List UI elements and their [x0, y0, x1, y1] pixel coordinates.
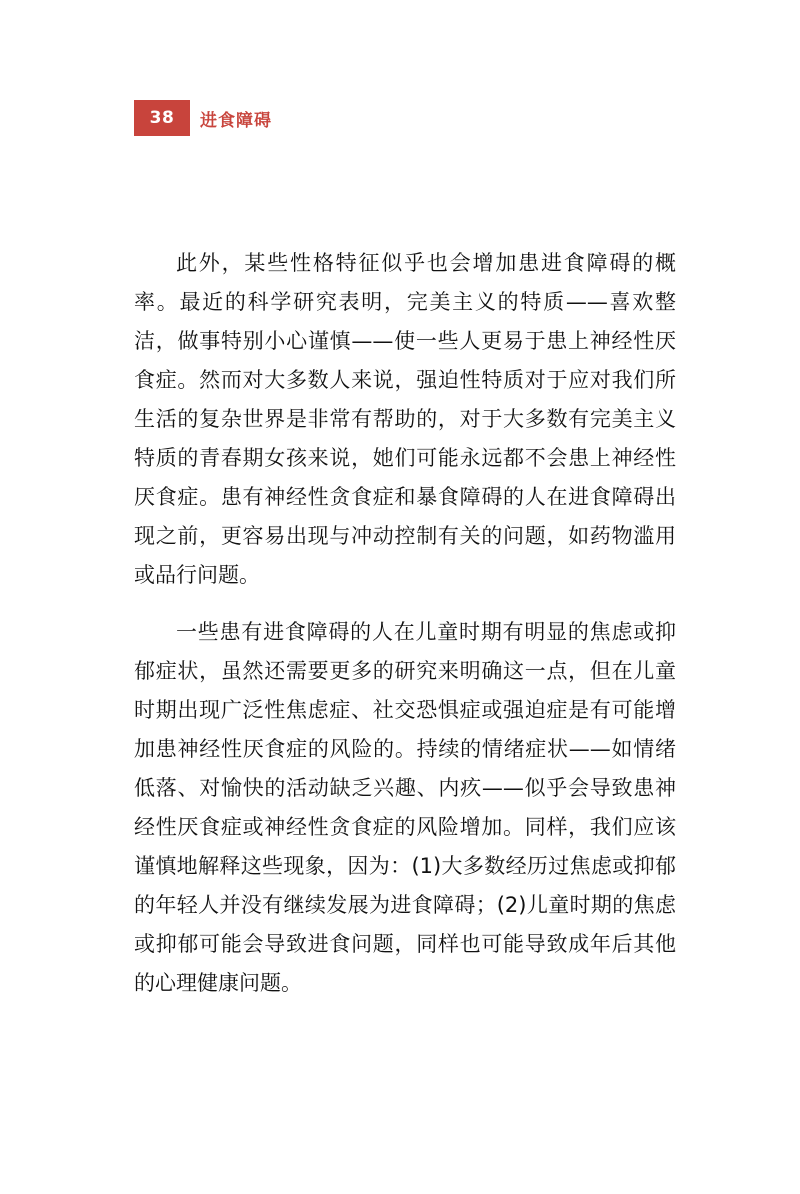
- paragraph-2: 一些患有进食障碍的人在儿童时期有明显的焦虑或抑郁症状，虽然还需要更多的研究来明确这一点，但在儿童时期出现广泛性焦虑症、社交恐惧症或强迫症是有可能增加患神经性厌食症的风险的。持续的情绪症状——如情绪低落、对愉快的活动缺乏兴趣、内疚——似乎会导致患神经性厌食症或神经性贪食症的风险增加。同样，我们应该谨慎地解释这些现象，因为：(1)大多数经历过焦虑或抑郁的年轻人并没有继续发展为进食障碍；(2)儿童时期的焦虑或抑郁可能会导致进食问题，同样也可能导致成年后其他的心理健康问题。: [134, 620, 676, 995]
- chapter-title: 进食障碍: [200, 110, 272, 131]
- paragraph-1: 此外，某些性格特征似乎也会增加患进食障碍的概率。最近的科学研究表明，完美主义的特质——喜欢整洁，做事特别小心谨慎——使一些人更易于患上神经性厌食症。然而对大多数人来说，强迫性特质对于应对我们所生活的复杂世界是非常有帮助的，对于大多数有完美主义特质的青春期女孩来说，她们可能永远都不会患上神经性厌食症。患有神经性贪食症和暴食障碍的人在进食障碍出现之前，更容易出现与冲动控制有关的问题，如药物滥用或品行问题。: [134, 251, 676, 587]
- body-text: [134, 244, 676, 1003]
- page-header: [134, 100, 272, 136]
- page-number: 38: [134, 100, 190, 136]
